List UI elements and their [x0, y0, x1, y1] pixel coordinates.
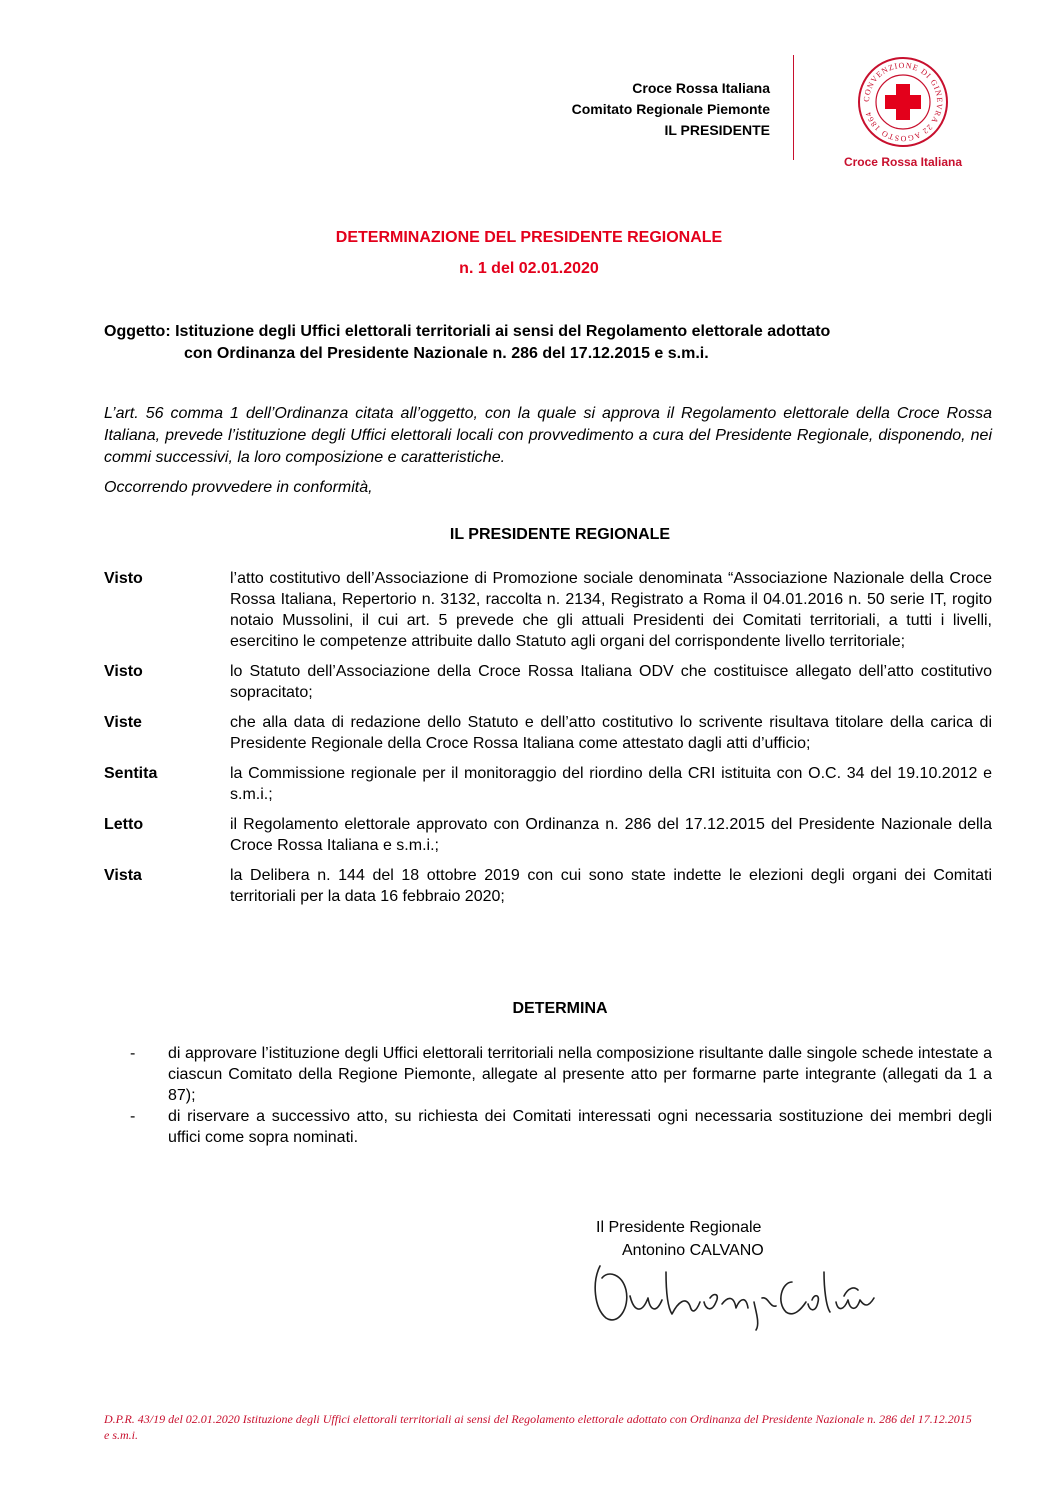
- premise-item: [104, 661, 992, 703]
- decision-item: [130, 1106, 992, 1148]
- premise-label: Sentita: [104, 765, 158, 782]
- premise-item: [104, 712, 992, 754]
- logo-ring-text: CONVENZIONE DI GINEVRA 22 AGOSTO 1864: [861, 60, 945, 144]
- premise-text: la Commissione regionale per il monitoraggio del riordino della CRI istituita con O.C. 34 del 19.10.2012 e s.m.i.;: [230, 765, 992, 803]
- premise-label: Letto: [104, 816, 144, 833]
- bullet-dash: -: [130, 1045, 136, 1062]
- document-number: n. 1 del 02.01.2020: [459, 260, 599, 277]
- subject-line-1: Oggetto: Istituzione degli Uffici elettorali territoriali ai sensi del Regolamento elettorale adottato: [104, 323, 831, 340]
- subject-line-2: con Ordinanza del Presidente Nazionale n. 286 del 17.12.2015 e s.m.i.: [184, 345, 709, 362]
- organization-header: [572, 78, 770, 141]
- decision-text: di riservare a successivo atto, su richiesta dei Comitati interessati ogni necessaria sostituzione dei membri degli uffici come sopra nominati.: [168, 1108, 992, 1146]
- red-cross-logo: [838, 56, 968, 169]
- red-cross-emblem-icon: [838, 56, 968, 148]
- handwritten-signature: [586, 1252, 886, 1332]
- premise-item: [104, 568, 992, 652]
- premise-text: il Regolamento elettorale approvato con Ordinanza n. 286 del 17.12.2015 del Presidente Nazionale della Croce Rossa Italiana e s.m.i.;: [230, 816, 992, 854]
- bullet-dash: -: [130, 1108, 136, 1125]
- premise-label: Viste: [104, 714, 142, 731]
- premise-label: Visto: [104, 663, 143, 680]
- premise-text: che alla data di redazione dello Statuto e dell’atto costitutivo lo scrivente risultava titolare della carica di Presidente Regionale della Croce Rossa Italiana come attestato dagli atti d’ufficio;: [230, 714, 992, 752]
- logo-caption: Croce Rossa Italiana: [843, 155, 963, 169]
- premise-item: [104, 865, 992, 907]
- header-divider: [793, 55, 794, 160]
- signer-name: Antonino CALVANO: [622, 1242, 764, 1259]
- decision-text: di approvare l’istituzione degli Uffici elettorali territoriali nella composizione risultante dalle singole schede intestate a ciascun Comitato della Regione Piemonte, allegate al presente atto per formarne parte integrante (allegati da 1 a 87);: [168, 1045, 992, 1104]
- premise-item: [104, 763, 992, 805]
- premises-list: [104, 568, 992, 916]
- intro-closing: Occorrendo provvedere in conformità,: [104, 479, 373, 496]
- premise-item: [104, 814, 992, 856]
- footer-reference: D.P.R. 43/19 del 02.01.2020 Istituzione degli Uffici elettorali territoriali ai sensi del Regolamento elettorale adottato con Ordinanza del Presidente Nazionale n. 286 del 17.12.2015 e s.m.i.: [104, 1412, 972, 1442]
- premise-label: Vista: [104, 867, 142, 884]
- decision-item: [130, 1043, 992, 1106]
- section-heading-determina: DETERMINA: [512, 1000, 608, 1017]
- header-line-organization: Croce Rossa Italiana: [632, 80, 770, 96]
- subject: [104, 321, 994, 365]
- decisions-list: [130, 1043, 992, 1148]
- signer-role: Il Presidente Regionale: [596, 1219, 762, 1236]
- header-line-role: IL PRESIDENTE: [664, 122, 770, 138]
- document-title: DETERMINAZIONE DEL PRESIDENTE REGIONALE: [335, 229, 723, 246]
- premise-text: l’atto costitutivo dell’Associazione di Promozione sociale denominata “Associazione Nazionale della Croce Rossa Italiana, Repertorio n. 3132, raccolta n. 2134, Registrato a Roma il 04.01.2016 n. 50 serie IT, rogito notaio Mussolini, il cui art. 5 prevede che gli attuali Presidenti dei Comitati territoriali, a tutti i livelli, esercitino le competenze attribuite dallo Statuto agli organi del corrispondente livello territoriale;: [230, 570, 992, 650]
- intro-paragraph: L’art. 56 comma 1 dell’Ordinanza citata all’oggetto, con la quale si approva il Regolamento elettorale della Croce Rossa Italiana, prevede l’istituzione degli Uffici elettorali locali con provvedimento a cura del Presidente Regionale, disponendo, nei commi successivi, la loro composizione e caratteristiche.: [104, 405, 992, 466]
- header-line-committee: Comitato Regionale Piemonte: [571, 101, 770, 117]
- premise-text: la Delibera n. 144 del 18 ottobre 2019 con cui sono state indette le elezioni degli organi dei Comitati territoriali per la data 16 febbraio 2020;: [230, 867, 992, 905]
- premise-label: Visto: [104, 570, 143, 587]
- premise-text: lo Statuto dell’Associazione della Croce Rossa Italiana ODV che costituisce allegato dell’atto costitutivo sopracitato;: [230, 663, 992, 701]
- section-heading-president: IL PRESIDENTE REGIONALE: [449, 526, 671, 543]
